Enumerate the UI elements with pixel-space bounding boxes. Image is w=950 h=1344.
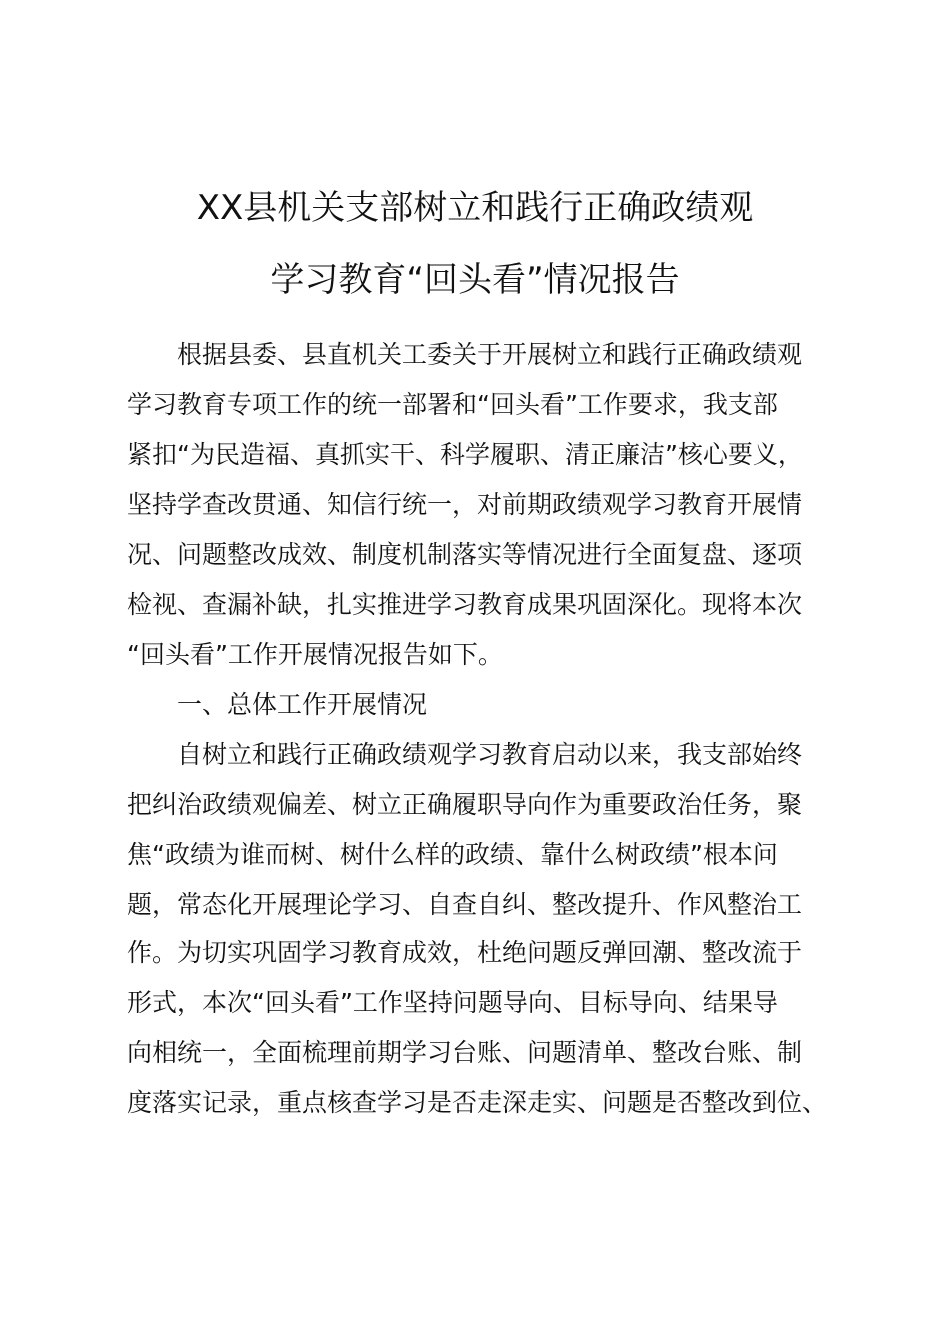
document-title-line-2: 学习教育“回头看”情况报告 (270, 260, 680, 300)
paragraph-1-line: 况、问题整改成效、制度机制落实等情况进行全面复盘、逐项 (127, 540, 803, 569)
paragraph-1-line: 检视、查漏补缺，扎实推进学习教育成果巩固深化。现将本次 (127, 590, 803, 619)
paragraph-1-line: 紧扣“为民造福、真抓实干、科学履职、清正廉洁”核心要义， (127, 440, 803, 469)
paragraph-2-line: 形式，本次“回头看”工作坚持问题导向、目标导向、结果导 (127, 988, 778, 1017)
paragraph-2-line: 度落实记录，重点核查学习是否走深走实、问题是否整改到位、 (127, 1088, 828, 1117)
paragraph-1-line: 坚持学查改贯通、知信行统一，对前期政绩观学习教育开展情 (127, 490, 803, 519)
section-heading: 一、总体工作开展情况 (177, 690, 428, 719)
paragraph-2-line: 焦“政绩为谁而树、树什么样的政绩、靠什么树政绩”根本问 (127, 840, 778, 869)
paragraph-2-line: 题，常态化开展理论学习、自查自纠、整改提升、作风整治工 (127, 890, 803, 919)
paragraph-1-line: “回头看”工作开展情况报告如下。 (127, 640, 503, 669)
paragraph-1-line: 学习教育专项工作的统一部署和“回头看”工作要求，我支部 (127, 390, 778, 419)
paragraph-2-line: 把纠治政绩观偏差、树立正确履职导向作为重要政治任务，聚 (127, 790, 803, 819)
paragraph-1-line: 根据县委、县直机关工委关于开展树立和践行正确政绩观 (177, 340, 803, 369)
paragraph-2-line: 作。为切实巩固学习教育成效，杜绝问题反弹回潮、整改流于 (127, 938, 803, 967)
document-title-line-1: XX县机关支部树立和践行正确政绩观 (196, 188, 754, 228)
paragraph-2-line: 向相统一，全面梳理前期学习台账、问题清单、整改台账、制 (127, 1038, 803, 1067)
paragraph-2-line: 自树立和践行正确政绩观学习教育启动以来，我支部始终 (177, 740, 803, 769)
